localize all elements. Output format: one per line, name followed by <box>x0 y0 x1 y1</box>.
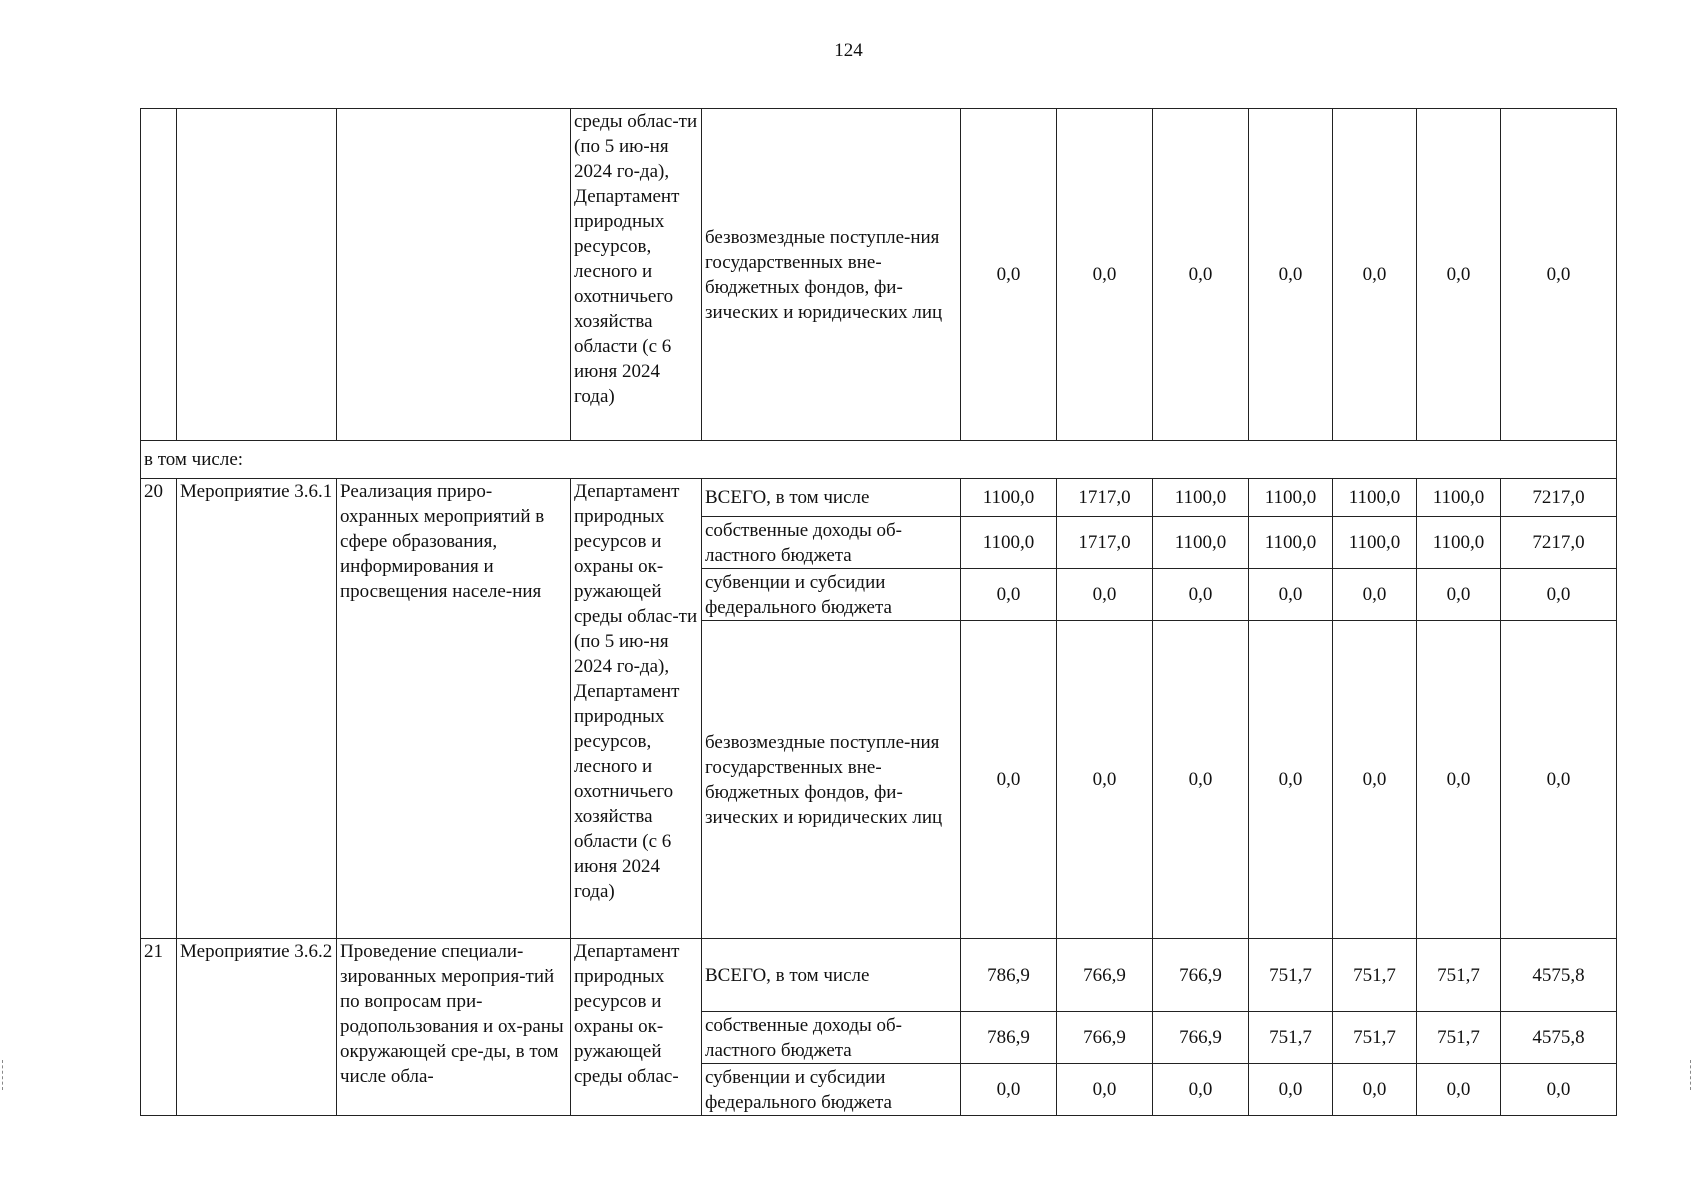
cell-funding-source: ВСЕГО, в том числе <box>702 479 961 517</box>
cell-value: 1100,0 <box>1153 517 1249 569</box>
cell-funding-source: собственные доходы об-ластного бюджета <box>702 1012 961 1064</box>
cell-code <box>177 109 337 441</box>
cell-value: 1100,0 <box>1249 479 1333 517</box>
cell-value: 1100,0 <box>961 517 1057 569</box>
cell-no: 21 <box>141 939 177 1116</box>
cell-value: 1100,0 <box>961 479 1057 517</box>
cell-value: 766,9 <box>1057 1012 1153 1064</box>
cell-executor: среды облас-ти (по 5 ию-ня 2024 го-да), Департамент природных ресурсов, лесного и охотничьего хозяйства области (с 6 июня 2024 года) <box>571 109 702 441</box>
cell-no <box>141 109 177 441</box>
cell-funding-source: субвенции и субсидии федерального бюджета <box>702 1064 961 1116</box>
page-number: 124 <box>834 40 863 61</box>
cell-value: 0,0 <box>1249 569 1333 621</box>
cell-value: 0,0 <box>1249 109 1333 441</box>
cell-value: 1100,0 <box>1417 479 1501 517</box>
cell-value: 0,0 <box>1501 621 1617 939</box>
cell-value: 0,0 <box>1057 1064 1153 1116</box>
cell-value: 0,0 <box>961 569 1057 621</box>
cell-value: 0,0 <box>1333 1064 1417 1116</box>
cell-value: 1100,0 <box>1153 479 1249 517</box>
cell-value: 0,0 <box>1501 109 1617 441</box>
cell-funding-source: безвозмездные поступле-ния государственных вне-бюджетных фондов, фи-зических и юридических лиц <box>702 109 961 441</box>
budget-table <box>140 108 1617 1116</box>
cell-value: 786,9 <box>961 1012 1057 1064</box>
cell-value: 0,0 <box>961 1064 1057 1116</box>
cell-value: 751,7 <box>1417 939 1501 1012</box>
cell-value: 1100,0 <box>1249 517 1333 569</box>
cell-value: 0,0 <box>1417 1064 1501 1116</box>
continuation-row <box>141 109 1617 441</box>
cell-value: 0,0 <box>1333 109 1417 441</box>
cell-code: Мероприятие 3.6.2 <box>177 939 337 1116</box>
scan-edge-mark-right <box>1690 1060 1697 1090</box>
cell-executor: Департамент природных ресурсов и охраны ок-ружающей среды облас-ти (по 5 ию-ня 2024 го-да), Департамент природных ресурсов, лесного и охотничьего хозяйства области (с 6 июня 2024 года) <box>571 479 702 939</box>
cell-value: 0,0 <box>1417 621 1501 939</box>
cell-title <box>337 109 571 441</box>
subheader-cell: в том числе: <box>141 441 1617 479</box>
cell-executor: Департамент природных ресурсов и охраны ок-ружающей среды облас- <box>571 939 702 1116</box>
cell-value: 0,0 <box>961 621 1057 939</box>
cell-value: 0,0 <box>1501 569 1617 621</box>
cell-value: 0,0 <box>1153 569 1249 621</box>
cell-value: 0,0 <box>1057 109 1153 441</box>
table-row <box>141 939 1617 1012</box>
cell-value: 766,9 <box>1153 1012 1249 1064</box>
subheader-row <box>141 441 1617 479</box>
cell-value: 751,7 <box>1333 1012 1417 1064</box>
cell-funding-source: собственные доходы об-ластного бюджета <box>702 517 961 569</box>
cell-value: 766,9 <box>1057 939 1153 1012</box>
cell-title: Реализация приро-охранных мероприятий в сфере образования, информирования и просвещения населе-ния <box>337 479 571 939</box>
cell-title: Проведение специали-зированных мероприя-тий по вопросам при-родопользования и ох-раны окружающей сре-ды, в том числе обла- <box>337 939 571 1116</box>
cell-value: 4575,8 <box>1501 939 1617 1012</box>
cell-value: 0,0 <box>1417 109 1501 441</box>
cell-no: 20 <box>141 479 177 939</box>
cell-funding-source: субвенции и субсидии федерального бюджета <box>702 569 961 621</box>
cell-value: 0,0 <box>1153 109 1249 441</box>
cell-value: 0,0 <box>1249 1064 1333 1116</box>
cell-value: 751,7 <box>1417 1012 1501 1064</box>
cell-value: 1100,0 <box>1333 479 1417 517</box>
table-row <box>141 479 1617 517</box>
cell-value: 751,7 <box>1249 1012 1333 1064</box>
cell-value: 751,7 <box>1249 939 1333 1012</box>
cell-funding-source: безвозмездные поступле-ния государственных вне-бюджетных фондов, фи-зических и юридических лиц <box>702 621 961 939</box>
cell-value: 0,0 <box>1333 621 1417 939</box>
cell-value: 1717,0 <box>1057 517 1153 569</box>
cell-value: 7217,0 <box>1501 517 1617 569</box>
cell-value: 0,0 <box>1333 569 1417 621</box>
cell-value: 0,0 <box>1153 621 1249 939</box>
cell-value: 0,0 <box>1417 569 1501 621</box>
cell-value: 0,0 <box>1057 621 1153 939</box>
cell-value: 0,0 <box>1057 569 1153 621</box>
cell-value: 786,9 <box>961 939 1057 1012</box>
cell-value: 751,7 <box>1333 939 1417 1012</box>
cell-value: 0,0 <box>961 109 1057 441</box>
cell-value: 0,0 <box>1153 1064 1249 1116</box>
cell-value: 766,9 <box>1153 939 1249 1012</box>
scan-edge-mark-left <box>2 1060 9 1090</box>
cell-value: 1100,0 <box>1333 517 1417 569</box>
cell-value: 4575,8 <box>1501 1012 1617 1064</box>
cell-value: 1100,0 <box>1417 517 1501 569</box>
cell-value: 7217,0 <box>1501 479 1617 517</box>
cell-value: 1717,0 <box>1057 479 1153 517</box>
cell-value: 0,0 <box>1501 1064 1617 1116</box>
cell-funding-source: ВСЕГО, в том числе <box>702 939 961 1012</box>
cell-value: 0,0 <box>1249 621 1333 939</box>
cell-code: Мероприятие 3.6.1 <box>177 479 337 939</box>
